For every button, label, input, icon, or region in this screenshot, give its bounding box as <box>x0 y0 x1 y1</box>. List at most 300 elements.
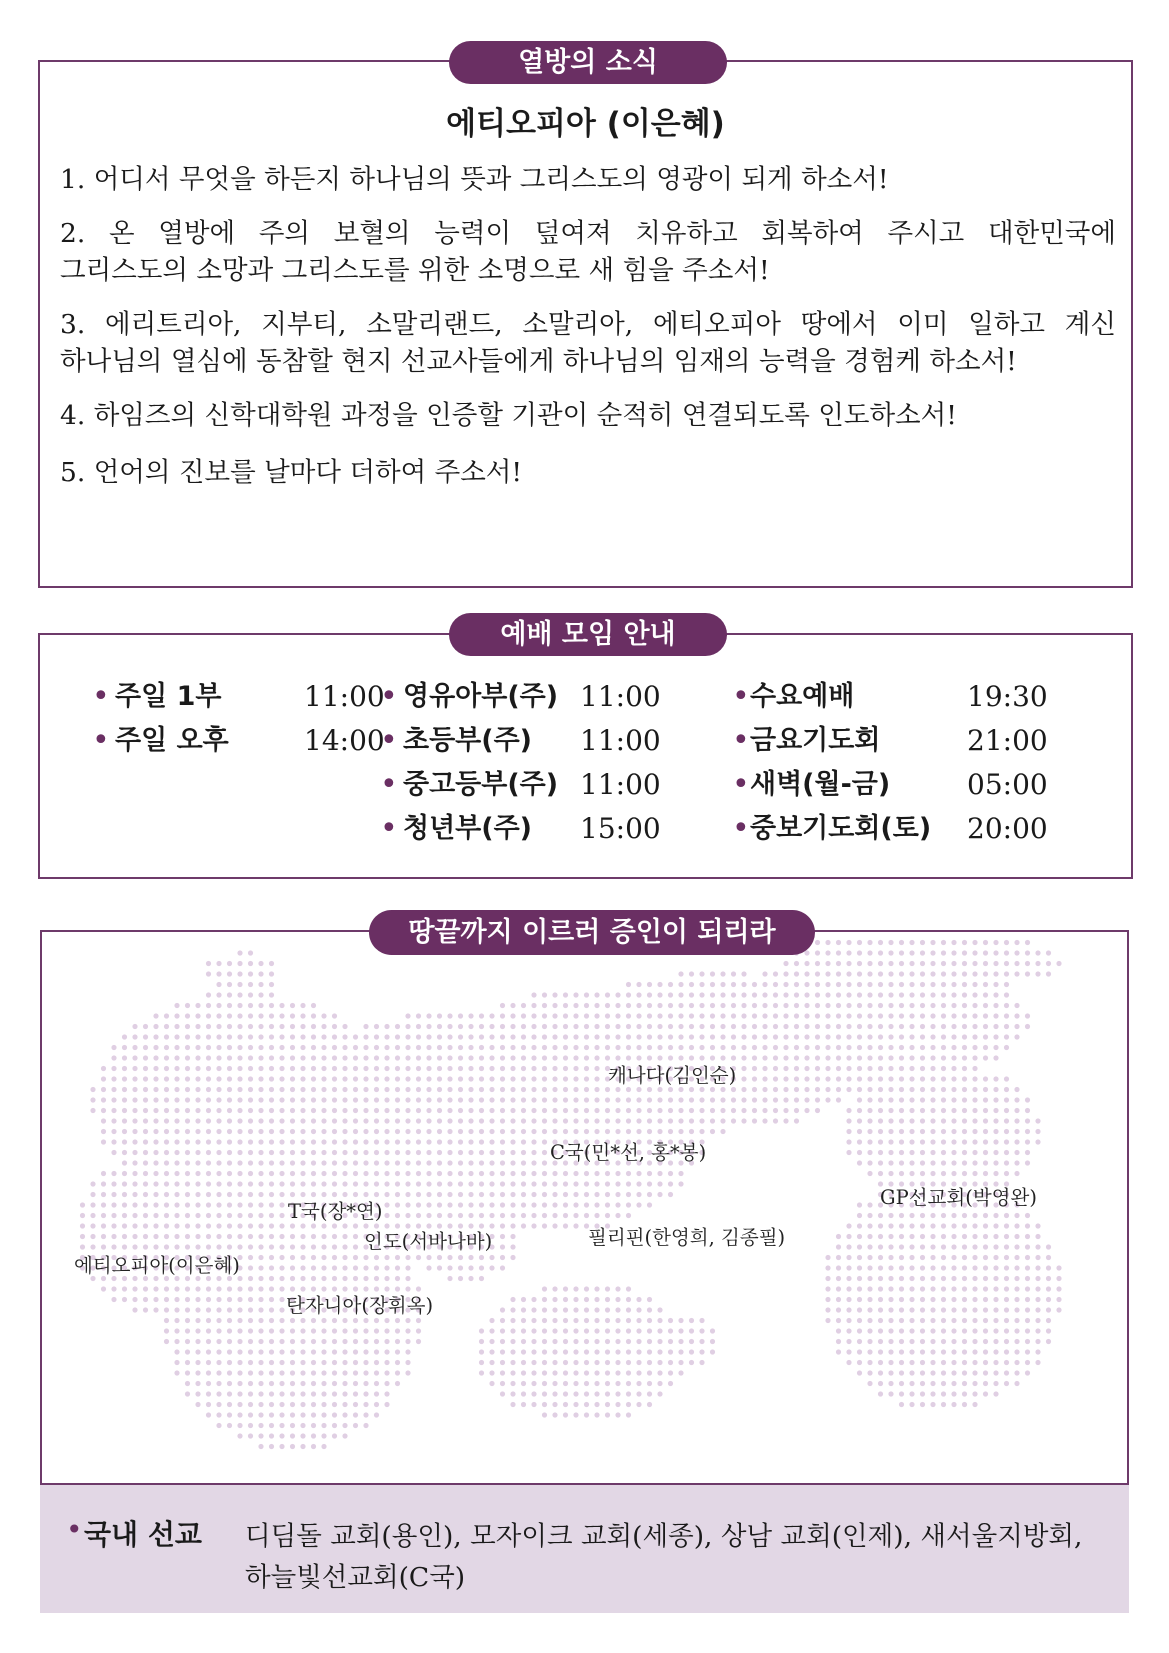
map-dot <box>594 1318 599 1323</box>
map-dot <box>993 1055 998 1060</box>
map-dot <box>962 1255 967 1260</box>
map-dot <box>405 1118 410 1123</box>
map-dot <box>1035 1360 1040 1365</box>
map-dot <box>227 1024 232 1029</box>
map-dot <box>153 1139 158 1144</box>
map-dot <box>983 1244 988 1249</box>
map-dot <box>468 1265 473 1270</box>
map-dot <box>815 961 820 966</box>
map-dot <box>258 992 263 997</box>
map-dot <box>962 1328 967 1333</box>
map-dot <box>752 982 757 987</box>
map-dot <box>972 961 977 966</box>
map-dot <box>468 1066 473 1071</box>
map-dot <box>500 1024 505 1029</box>
map-dot <box>405 1339 410 1344</box>
map-dot <box>689 1034 694 1039</box>
map-dot <box>195 1034 200 1039</box>
map-dot <box>164 1234 169 1239</box>
map-dot <box>846 971 851 976</box>
map-dot <box>531 1297 536 1302</box>
map-dot <box>437 1139 442 1144</box>
map-dot <box>521 1307 526 1312</box>
map-dot <box>489 1381 494 1386</box>
map-dot <box>584 1318 589 1323</box>
map-dot <box>636 1360 641 1365</box>
map-dot <box>342 1150 347 1155</box>
map-dot <box>384 1076 389 1081</box>
map-dot <box>920 1024 925 1029</box>
map-dot <box>206 1066 211 1071</box>
map-dot <box>531 1055 536 1060</box>
map-dot <box>206 971 211 976</box>
map-dot <box>1014 1381 1019 1386</box>
map-dot <box>206 1328 211 1333</box>
map-dot <box>920 1129 925 1134</box>
map-dot <box>594 1003 599 1008</box>
map-dot <box>1004 1244 1009 1249</box>
map-dot <box>164 1013 169 1018</box>
map-dot <box>206 1307 211 1312</box>
domestic-missions <box>40 1483 1129 1613</box>
map-dot <box>899 1307 904 1312</box>
map-dot <box>542 1213 547 1218</box>
map-dot <box>552 1024 557 1029</box>
map-dot <box>909 1118 914 1123</box>
map-dot <box>552 1297 557 1302</box>
map-dot <box>353 1381 358 1386</box>
map-dot <box>437 1255 442 1260</box>
map-dot <box>195 1024 200 1029</box>
map-dot <box>636 1391 641 1396</box>
map-dot <box>951 1066 956 1071</box>
map-dot <box>500 1192 505 1197</box>
map-dot <box>783 1108 788 1113</box>
map-dot <box>363 1087 368 1092</box>
map-dot <box>636 992 641 997</box>
map-dot <box>311 1097 316 1102</box>
map-dot <box>657 1181 662 1186</box>
map-dot <box>878 1160 883 1165</box>
map-dot <box>531 1129 536 1134</box>
map-dot <box>573 1045 578 1050</box>
map-dot <box>153 1150 158 1155</box>
map-dot <box>500 1171 505 1176</box>
map-dot <box>185 1286 190 1291</box>
map-dot <box>416 1108 421 1113</box>
map-dot <box>311 1129 316 1134</box>
map-dot <box>300 1276 305 1281</box>
map-dot <box>164 1076 169 1081</box>
map-dot <box>311 1349 316 1354</box>
map-dot <box>216 1412 221 1417</box>
map-dot <box>279 1013 284 1018</box>
map-dot <box>878 1034 883 1039</box>
map-dot <box>626 1370 631 1375</box>
map-dot <box>174 1307 179 1312</box>
map-dot <box>752 1034 757 1039</box>
map-dot <box>1035 1129 1040 1134</box>
map-dot <box>101 1097 106 1102</box>
map-dot <box>258 1055 263 1060</box>
map-dot <box>374 1045 379 1050</box>
map-dot <box>867 971 872 976</box>
map-dot <box>531 1034 536 1039</box>
map-dot <box>993 992 998 997</box>
map-dot <box>332 1160 337 1165</box>
map-dot <box>626 1129 631 1134</box>
map-dot <box>573 1003 578 1008</box>
map-dot <box>941 1265 946 1270</box>
map-dot <box>678 971 683 976</box>
map-dot <box>216 1328 221 1333</box>
map-dot <box>993 1160 998 1165</box>
map-dot <box>195 1129 200 1134</box>
map-dot <box>972 1286 977 1291</box>
map-dot <box>678 1328 683 1333</box>
map-dot <box>983 1013 988 1018</box>
map-dot <box>216 1349 221 1354</box>
map-dot <box>363 1108 368 1113</box>
map-dot <box>416 1129 421 1134</box>
map-dot <box>531 1160 536 1165</box>
map-dot <box>888 1318 893 1323</box>
map-dot <box>983 1349 988 1354</box>
map-dot <box>1046 1286 1051 1291</box>
map-dot <box>951 961 956 966</box>
map-dot <box>626 1013 631 1018</box>
map-dot <box>741 1066 746 1071</box>
map-dot <box>825 1076 830 1081</box>
map-dot <box>374 1118 379 1123</box>
map-dot <box>248 1097 253 1102</box>
map-dot <box>794 1055 799 1060</box>
map-dot <box>90 1108 95 1113</box>
map-dot <box>563 1108 568 1113</box>
map-dot <box>332 1370 337 1375</box>
map-dot <box>909 1360 914 1365</box>
map-dot <box>332 1349 337 1354</box>
map-dot <box>206 1129 211 1134</box>
map-dot <box>888 1391 893 1396</box>
map-dot <box>395 1076 400 1081</box>
map-dot <box>258 1255 263 1260</box>
map-dot <box>962 1055 967 1060</box>
map-dot <box>122 1097 127 1102</box>
map-dot <box>951 971 956 976</box>
map-dot <box>489 1024 494 1029</box>
map-dot <box>962 971 967 976</box>
map-dot <box>353 1097 358 1102</box>
map-dot <box>479 1076 484 1081</box>
map-dot <box>1056 961 1061 966</box>
map-dot <box>636 1402 641 1407</box>
map-dot <box>321 1139 326 1144</box>
map-dot <box>132 1076 137 1081</box>
map-dot <box>1004 1045 1009 1050</box>
map-dot <box>447 1213 452 1218</box>
map-dot <box>888 1265 893 1270</box>
map-dot <box>867 1034 872 1039</box>
map-dot <box>920 1223 925 1228</box>
map-dot <box>825 1097 830 1102</box>
map-dot <box>615 1381 620 1386</box>
map-dot <box>521 1160 526 1165</box>
map-dot <box>237 1297 242 1302</box>
map-dot <box>342 1370 347 1375</box>
map-dot <box>647 1118 652 1123</box>
map-dot <box>888 1360 893 1365</box>
map-dot <box>311 1339 316 1344</box>
map-dot <box>563 1391 568 1396</box>
map-dot <box>206 1391 211 1396</box>
map-dot <box>426 1265 431 1270</box>
map-dot <box>101 1118 106 1123</box>
map-dot <box>920 1150 925 1155</box>
map-dot <box>972 1328 977 1333</box>
map-dot <box>636 1013 641 1018</box>
map-dot <box>363 1024 368 1029</box>
map-dot <box>531 1202 536 1207</box>
map-dot <box>206 992 211 997</box>
map-dot <box>269 1013 274 1018</box>
map-dot <box>626 1412 631 1417</box>
map-dot <box>857 1045 862 1050</box>
map-dot <box>374 1129 379 1134</box>
map-dot <box>815 982 820 987</box>
map-dot <box>1004 1360 1009 1365</box>
map-dot <box>563 1360 568 1365</box>
map-dot <box>542 1003 547 1008</box>
map-label-tanzania: 탄자니아(장휘옥) <box>286 1294 434 1317</box>
map-dot <box>174 1160 179 1165</box>
map-dot <box>248 1318 253 1323</box>
map-dot <box>857 1055 862 1060</box>
map-dot <box>164 1118 169 1123</box>
map-dot <box>930 1024 935 1029</box>
map-dot <box>321 1055 326 1060</box>
map-dot <box>983 1286 988 1291</box>
map-dot <box>185 1381 190 1386</box>
map-dot <box>678 992 683 997</box>
map-dot <box>290 1181 295 1186</box>
map-dot <box>983 1255 988 1260</box>
map-dot <box>206 1402 211 1407</box>
map-dot <box>647 1003 652 1008</box>
map-dot <box>668 1171 673 1176</box>
map-dot <box>479 1213 484 1218</box>
map-dot <box>909 1076 914 1081</box>
map-dot <box>846 1108 851 1113</box>
map-dot <box>1004 1034 1009 1039</box>
map-dot <box>216 1045 221 1050</box>
map-dot <box>920 1328 925 1333</box>
map-dot <box>437 1213 442 1218</box>
map-dot <box>867 1171 872 1176</box>
map-dot <box>720 1003 725 1008</box>
map-dot <box>258 1034 263 1039</box>
map-dot <box>174 1244 179 1249</box>
map-dot <box>542 1360 547 1365</box>
map-dot <box>857 1003 862 1008</box>
map-dot <box>489 1192 494 1197</box>
map-dot <box>500 1339 505 1344</box>
map-dot <box>164 1129 169 1134</box>
map-dot <box>290 1108 295 1113</box>
map-dot <box>374 1402 379 1407</box>
map-dot <box>594 1360 599 1365</box>
map-dot <box>363 1255 368 1260</box>
map-dot <box>237 1150 242 1155</box>
map-dot <box>227 1349 232 1354</box>
map-dot <box>258 1328 263 1333</box>
map-dot <box>899 1328 904 1333</box>
map-dot <box>426 1055 431 1060</box>
map-dot <box>479 1097 484 1102</box>
map-dot <box>101 1244 106 1249</box>
map-dot <box>500 1223 505 1228</box>
map-dot <box>836 940 841 945</box>
map-dot <box>972 1055 977 1060</box>
map-dot <box>510 1307 515 1312</box>
map-dot <box>405 1024 410 1029</box>
map-dot <box>972 1265 977 1270</box>
map-dot <box>909 1087 914 1092</box>
map-dot <box>269 1328 274 1333</box>
map-dot <box>773 1108 778 1113</box>
map-dot <box>311 1055 316 1060</box>
map-dot <box>972 940 977 945</box>
map-dot <box>269 1066 274 1071</box>
map-dot <box>258 1013 263 1018</box>
map-dot <box>857 992 862 997</box>
map-dot <box>710 982 715 987</box>
map-dot <box>878 1234 883 1239</box>
map-dot <box>384 1349 389 1354</box>
map-dot <box>573 1370 578 1375</box>
map-dot <box>248 1349 253 1354</box>
map-dot <box>1004 1076 1009 1081</box>
map-dot <box>132 1213 137 1218</box>
map-dot <box>941 1370 946 1375</box>
map-dot <box>426 1160 431 1165</box>
map-dot <box>237 1108 242 1113</box>
map-dot <box>269 1255 274 1260</box>
map-dot <box>941 1150 946 1155</box>
map-dot <box>332 1034 337 1039</box>
map-dot <box>468 1150 473 1155</box>
map-dot <box>563 1297 568 1302</box>
map-dot <box>395 1202 400 1207</box>
map-dot <box>720 1013 725 1018</box>
map-dot <box>321 1391 326 1396</box>
map-dot <box>237 1160 242 1165</box>
map-dot <box>510 1003 515 1008</box>
map-dot <box>857 1097 862 1102</box>
map-dot <box>909 1370 914 1375</box>
map-dot <box>500 1034 505 1039</box>
map-dot <box>384 1381 389 1386</box>
map-dot <box>878 1213 883 1218</box>
map-dot <box>489 1360 494 1365</box>
map-dot <box>227 1360 232 1365</box>
map-dot <box>395 1255 400 1260</box>
map-dot <box>269 1076 274 1081</box>
map-dot <box>185 1349 190 1354</box>
map-dot <box>626 1213 631 1218</box>
map-dot <box>405 1108 410 1113</box>
map-dot <box>857 1024 862 1029</box>
map-dot <box>741 1024 746 1029</box>
map-dot <box>195 1381 200 1386</box>
map-dot <box>815 1013 820 1018</box>
map-dot <box>605 1286 610 1291</box>
map-dot <box>878 1391 883 1396</box>
map-dot <box>248 1381 253 1386</box>
map-dot <box>143 1076 148 1081</box>
map-dot <box>647 1171 652 1176</box>
map-dot <box>1004 971 1009 976</box>
map-dot <box>941 1118 946 1123</box>
map-dot <box>279 1150 284 1155</box>
map-dot <box>584 1307 589 1312</box>
map-dot <box>699 982 704 987</box>
map-dot <box>552 992 557 997</box>
map-dot <box>888 1213 893 1218</box>
map-dot <box>290 1034 295 1039</box>
map-dot <box>164 1045 169 1050</box>
map-dot <box>353 1108 358 1113</box>
map-dot <box>237 1118 242 1123</box>
map-dot <box>269 1349 274 1354</box>
map-dot <box>1014 1339 1019 1344</box>
map-dot <box>510 1381 515 1386</box>
map-dot <box>1056 1307 1061 1312</box>
map-dot <box>290 1066 295 1071</box>
map-dot <box>174 1192 179 1197</box>
map-dot <box>962 1265 967 1270</box>
map-dot <box>269 1234 274 1239</box>
map-dot <box>993 1255 998 1260</box>
map-dot <box>615 1328 620 1333</box>
map-dot <box>521 1087 526 1092</box>
map-dot <box>332 1244 337 1249</box>
map-dot <box>521 1391 526 1396</box>
map-dot <box>342 1024 347 1029</box>
map-dot <box>941 982 946 987</box>
map-dot <box>825 950 830 955</box>
map-dot <box>332 1223 337 1228</box>
map-dot <box>258 1234 263 1239</box>
map-dot <box>195 1013 200 1018</box>
map-dot <box>1004 1171 1009 1176</box>
map-dot <box>458 1160 463 1165</box>
map-dot <box>993 1349 998 1354</box>
map-dot <box>227 1139 232 1144</box>
map-dot <box>132 1181 137 1186</box>
map-dot <box>1046 1265 1051 1270</box>
map-dot <box>962 1129 967 1134</box>
map-dot <box>1004 961 1009 966</box>
map-dot <box>846 1118 851 1123</box>
map-dot <box>332 1423 337 1428</box>
map-dot <box>615 1003 620 1008</box>
map-dot <box>794 1003 799 1008</box>
map-dot <box>647 1297 652 1302</box>
map-dot <box>888 940 893 945</box>
map-dot <box>206 961 211 966</box>
map-dot <box>920 1360 925 1365</box>
